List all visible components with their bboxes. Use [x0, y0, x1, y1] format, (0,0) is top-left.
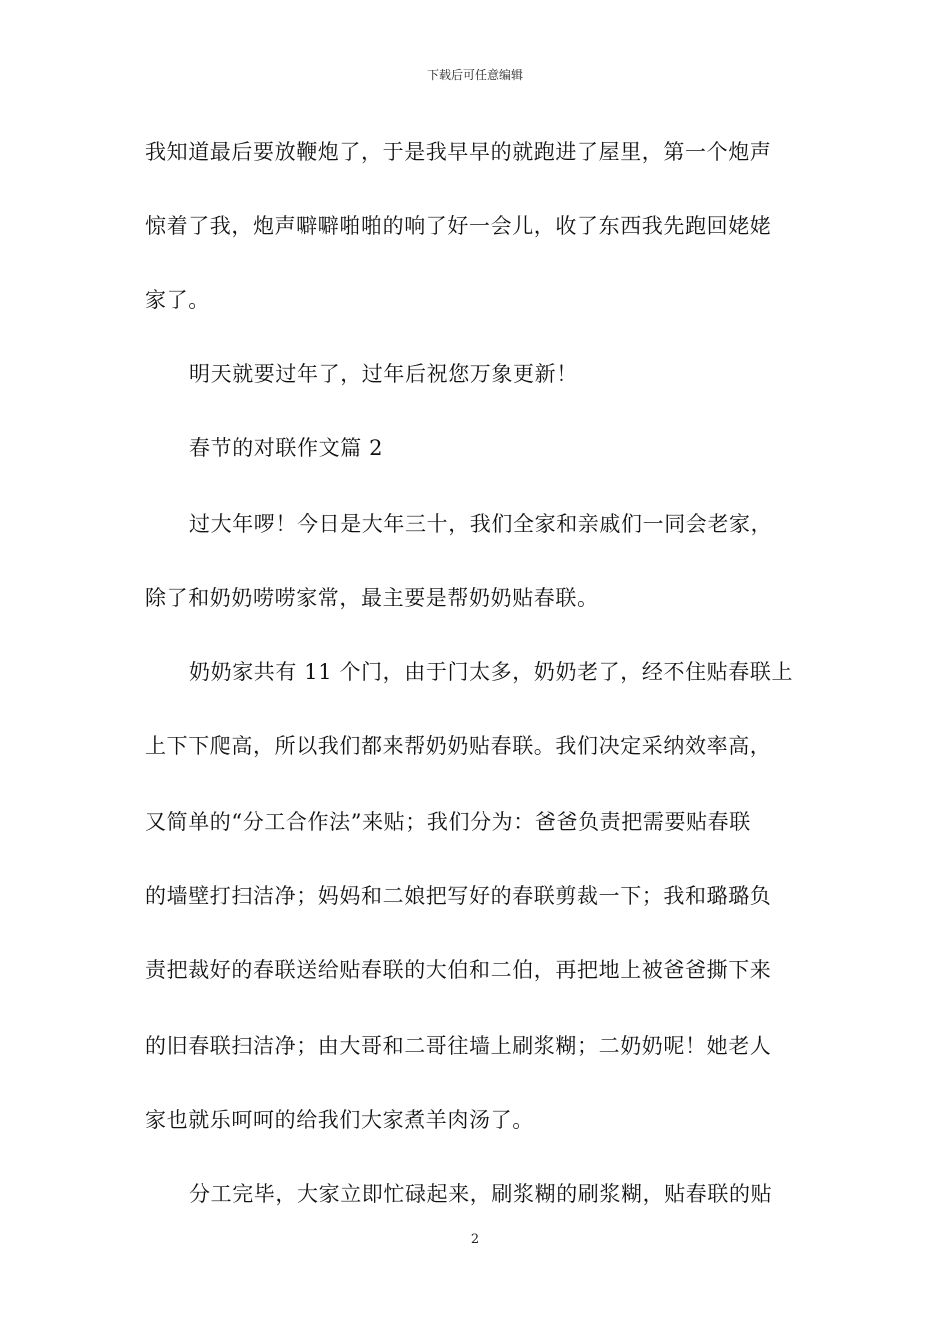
body-line-4: 明天就要过年了，过年后祝您万象更新！ — [189, 362, 578, 386]
body-line-15: 分工完毕，大家立即忙碌起来，刷浆糊的刷浆糊，贴春联的贴 — [189, 1182, 773, 1206]
section-heading: 春节的对联作文篇 2 — [189, 436, 384, 460]
body-line-12: 责把裁好的春联送给贴春联的大伯和二伯，再把地上被爸爸撕下来 — [145, 958, 772, 982]
page-number: 2 — [470, 1232, 480, 1247]
body-line-11: 的墙壁打扫洁净；妈妈和二娘把写好的春联剪裁一下；我和璐璐负 — [145, 884, 772, 908]
body-line-6: 过大年啰！今日是大年三十，我们全家和亲戚们一同会老家， — [189, 512, 773, 536]
body-line-2: 惊着了我，炮声噼噼啪啪的响了好一会儿，收了东西我先跑回姥姥 — [145, 214, 772, 238]
page-header: 下载后可任意编辑 — [426, 68, 523, 82]
body-line-9: 上下下爬高，所以我们都来帮奶奶贴春联。我们决定采纳效率高， — [145, 734, 772, 758]
body-line-3: 家了。 — [145, 288, 210, 312]
body-line-10: 又简单的“分工合作法”来贴；我们分为：爸爸负责把需要贴春联 — [145, 810, 751, 834]
body-line-14: 家也就乐呵呵的给我们大家煮羊肉汤了。 — [145, 1108, 534, 1132]
body-line-1: 我知道最后要放鞭炮了，于是我早早的就跑进了屋里，第一个炮声 — [145, 140, 772, 164]
body-line-8: 奶奶家共有 11 个门，由于门太多，奶奶老了，经不住贴春联上 — [189, 660, 794, 684]
body-line-7: 除了和奶奶唠唠家常，最主要是帮奶奶贴春联。 — [145, 586, 599, 610]
body-line-13: 的旧春联扫洁净；由大哥和二哥往墙上刷浆糊；二奶奶呢！她老人 — [145, 1034, 772, 1058]
